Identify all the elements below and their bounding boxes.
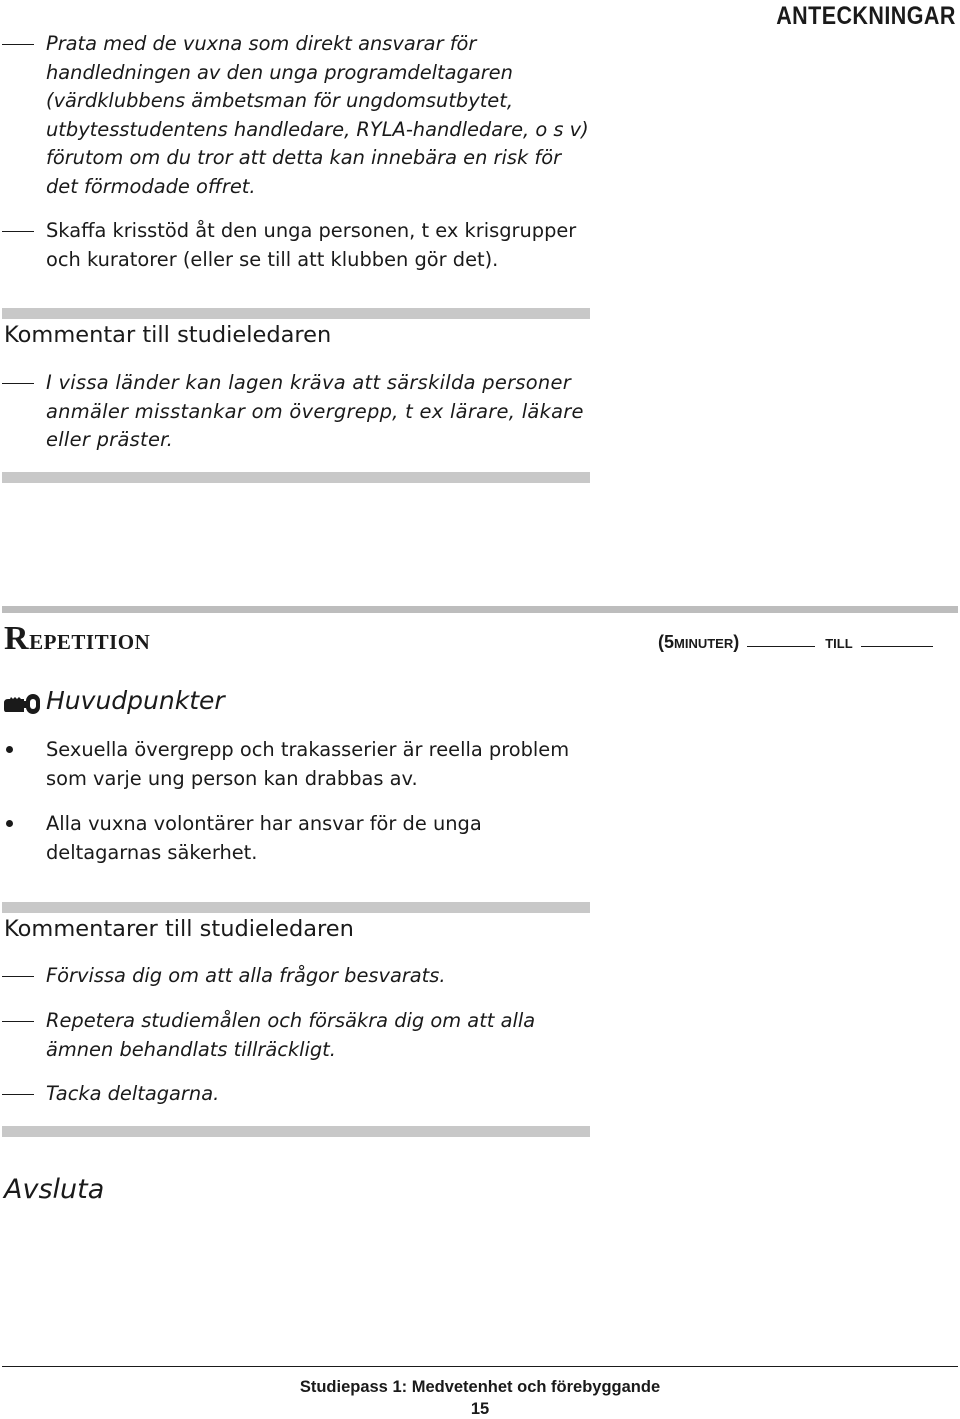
bullet-marker: [6, 746, 13, 753]
section-title: [4, 620, 150, 658]
list-item: Förvissa dig om att alla frågor besvarats.: [46, 964, 446, 987]
time-label-open: (5: [658, 632, 675, 652]
section-top-rule: [2, 606, 958, 613]
till-label: till: [825, 632, 853, 652]
dash-marker: [2, 44, 34, 45]
dash-marker: [2, 1094, 34, 1095]
list-item: Alla vuxna volontärer har ansvar för de unga deltagarnas säkerhet.: [46, 812, 482, 864]
comment-heading: Kommentar till studieledaren: [4, 322, 332, 348]
section-title-rest: epetition: [29, 623, 151, 656]
start-time-blank: [747, 646, 815, 647]
notes-column-title: ANTECKNINGAR: [776, 2, 956, 30]
list-item: Skaffa krisstöd åt den unga personen, t ex krisgrupper och kuratorer (eller se till att klubben gör det).: [46, 219, 577, 271]
list-item: Prata med de vuxna som direkt ansvarar för handledningen av den unga programdeltagaren (värdklubbens ämbetsman för ungdomsutbytet, utbytesstudentens handledare, RYLA-handledare, o s v) förutom om du tror att detta kan innebära en risk för det förmodade offret.: [46, 32, 589, 198]
time-label-unit: minuter: [674, 632, 734, 652]
list-item: Tacka deltagarna.: [46, 1082, 220, 1105]
dash-marker: [2, 1021, 34, 1022]
section-divider-bar: [2, 902, 590, 913]
key-points-heading: Huvudpunkter: [46, 686, 225, 715]
dash-marker: [2, 383, 34, 384]
section-divider-bar: [2, 472, 590, 483]
footer-rule: [2, 1366, 958, 1367]
time-label-close: ): [733, 632, 740, 652]
list-item: Sexuella övergrepp och trakasserier är reella problem som varje ung person kan drabbas av.: [46, 738, 570, 790]
section-title-initial: R: [4, 620, 30, 657]
page-number: 15: [470, 1400, 490, 1418]
comment-heading: Kommentarer till studieledaren: [4, 916, 354, 942]
footer-title: [0, 1378, 960, 1397]
dash-marker: [2, 976, 34, 977]
closing-heading: Avsluta: [4, 1174, 105, 1205]
section-divider-bar: [2, 1126, 590, 1137]
end-time-blank: [861, 646, 933, 647]
footer-title-text: Studiepass 1: Medvetenhet och förebyggande: [299, 1378, 661, 1396]
list-item: Repetera studiemålen och försäkra dig om att alla ämnen behandlats tillräckligt.: [46, 1009, 536, 1061]
section-divider-bar: [2, 308, 590, 319]
list-item: I vissa länder kan lagen kräva att särskilda personer anmäler misstankar om övergrepp, t ex lärare, läkare eller präster.: [46, 371, 584, 452]
dash-marker: [2, 231, 34, 232]
bullet-marker: [6, 820, 13, 827]
time-allocation: [658, 632, 958, 653]
key-icon: [2, 690, 42, 718]
